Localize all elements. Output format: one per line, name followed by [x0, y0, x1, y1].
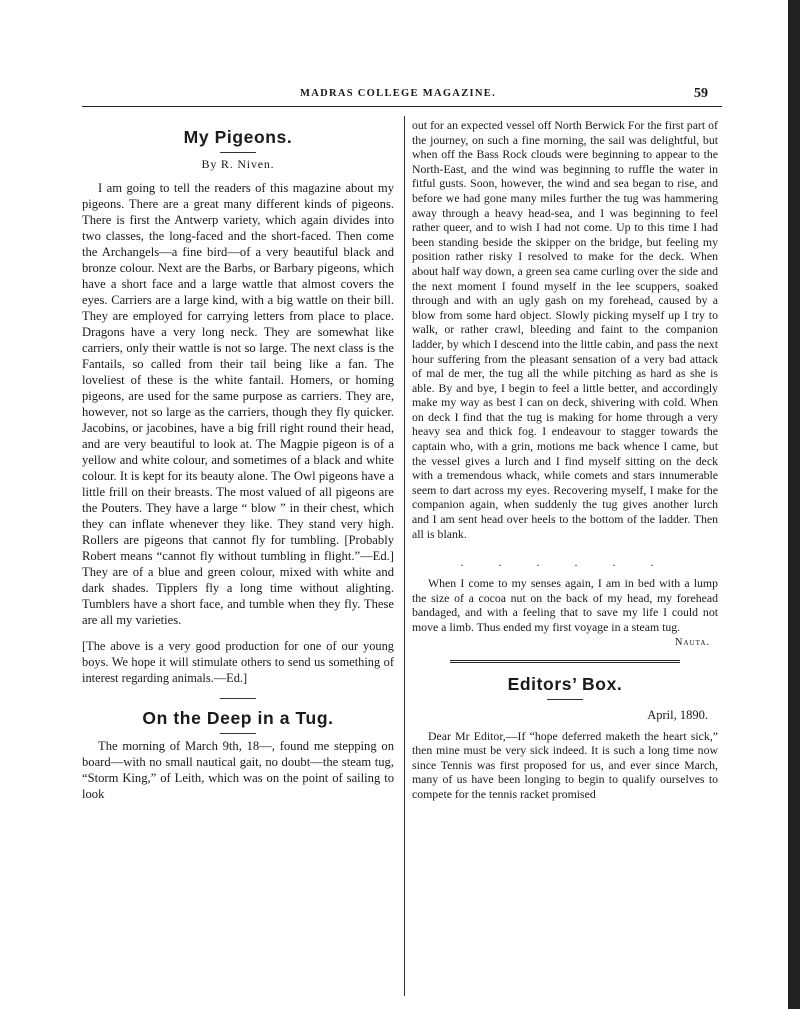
page-number: 59 — [694, 86, 708, 101]
author-signature: Nauta. — [674, 636, 710, 648]
running-title: MADRAS COLLEGE MAGAZINE. — [299, 88, 496, 99]
title-rule — [547, 699, 583, 700]
article-title-pigeons: My Pigeons. — [183, 127, 293, 147]
left-column — [82, 118, 394, 998]
letter-body: Dear Mr Editor,—If “hope deferred maketh the heart sick,” then mine must be very sick indeed. It is such a long time now since Tennis was first proposed for us, and ever since March, many of us have been longing to begin to qualify ourselves to compete for the tennis racket promised — [412, 728, 718, 801]
article-body-tug-continued: out for an expected vessel off North Berwick For the first part of the journey, on such a fine morning, the sail was delightful, but when off the Bass Rock clouds were beginning to appear to the North-East, and the wind was beginning to ruffle the water in fitful gusts. Soon, however, the wind and sea began to rise, and before we had gone many miles further the tug was hammering away through a heavy head-sea, and I was beginning to feel rather queer, and to wish I had not come. Up to this time I had been standing beside the skipper on the bridge, but feeling my position rather risky I resolved to make for the deck. When about half way down, a green sea came curling over the side and the next moment I found myself in the lee scuppers, soaked through and with an ugly gash on my forehead, caused by a blow from some hard object. Slowly picking myself up I try to walk, or rather crawl, bleeding and faint to the companion ladder, by which I descend into the little cabin, and pass the next hour suffering from the pleasant sensation of a very bad attack of mal de mer, the tug all the while pitching as hard as she is able. By and bye, I begin to feel a little better, and accordingly make my way as best I can on deck, shivering with cold. When on deck I find that the tug is making for home through a very heavy sea and thick fog. I endeavour to stagger towards the captain who, with a grin, motions me back whence I came, but the vessel gives a lurch and I find myself sitting on the deck with a tremendous whack, while comets and stars innumerable seem to dart across my eyes. Recovering myself, I make for the companion again, when suddenly the tug gives another lurch and I am sent head over heels to the bottom of the ladder. Then all is blank. — [412, 118, 718, 541]
page-header — [78, 86, 718, 108]
article-title-tug: On the Deep in a Tug. — [142, 708, 334, 728]
letter-date: April, 1890. — [647, 707, 708, 722]
title-rule — [220, 152, 256, 153]
editor-note: [The above is a very good production for one of our young boys. We hope it will stimulate others to send us something of interest regarding animals.—Ed.] — [82, 639, 394, 685]
article-body-pigeons: I am going to tell the readers of this magazine about my pigeons. There are a great many different kinds of pigeons. There is first the Antwerp variety, which again divides into two classes, the long-faced and the short-faced. Then come the Archangels—a fine bird—of a very beautiful black and bronze colour. Next are the Barbs, or Barbary pigeons, which have a short face and a large wattle that almost covers the eyes. Carriers are a large kind, with a big wattle on their bill. They are employed for carrying letters from place to place. Dragons have a very long neck. They are somewhat like carriers, only their wattle is not so large. The next class is the Fantails, so called from their tail being like a fan. The loveliest of these is the white fantail. Homers, or homing pigeons, are used for the same purpose as carriers. They are, however, not so large as the carriers, though they fly quicker. Jacobins, or jacobines, have a big frill right round their head, and are very beautiful to look at. The Magpie pigeon is of a yellow and white colour, and sometimes of a black and white colour. It is kept for its beauty alone. The Owl pigeons have a little frill on their breasts. The most valued of all pigeons are the Pouters. They have a large “ blow ” in their chest, which they can inflate whenever they like. They stand very high. Rollers are pigeons that cannot fly for tumbling. [Probably Robert means “cannot fly without tumbling in flight.”—Ed.] They are of a blue and green colour, mixed with white and dark shades. Tipplers fly a long time without alighting. Tumblers have a short face, and tumble when they fly. These are all my varieties. — [82, 181, 394, 627]
scan-edge — [788, 0, 800, 1009]
section-double-rule — [450, 660, 680, 665]
header-rule — [82, 106, 722, 107]
right-column — [412, 118, 718, 998]
title-rule — [220, 733, 256, 734]
article-title-editors-box: Editors’ Box. — [507, 673, 623, 694]
article-body-tug-start: The morning of March 9th, 18—, found me stepping on board—with no small nautical gait, no doubt—the steam tug, “Storm King,” of Leith, which was on the point of sailing to look — [82, 739, 394, 801]
section-rule — [220, 698, 256, 699]
column-divider — [404, 116, 405, 996]
section-dots: . . . . . . — [460, 555, 670, 570]
article-conclusion-tug: When I come to my senses again, I am in bed with a lump the size of a cocoa nut on the back of my head, my forehead bandaged, and with a feeling that to save my life I could not move a limb. Thus ended my first voyage in a steam tug. — [412, 576, 718, 634]
byline: By R. Niven. — [201, 157, 275, 171]
